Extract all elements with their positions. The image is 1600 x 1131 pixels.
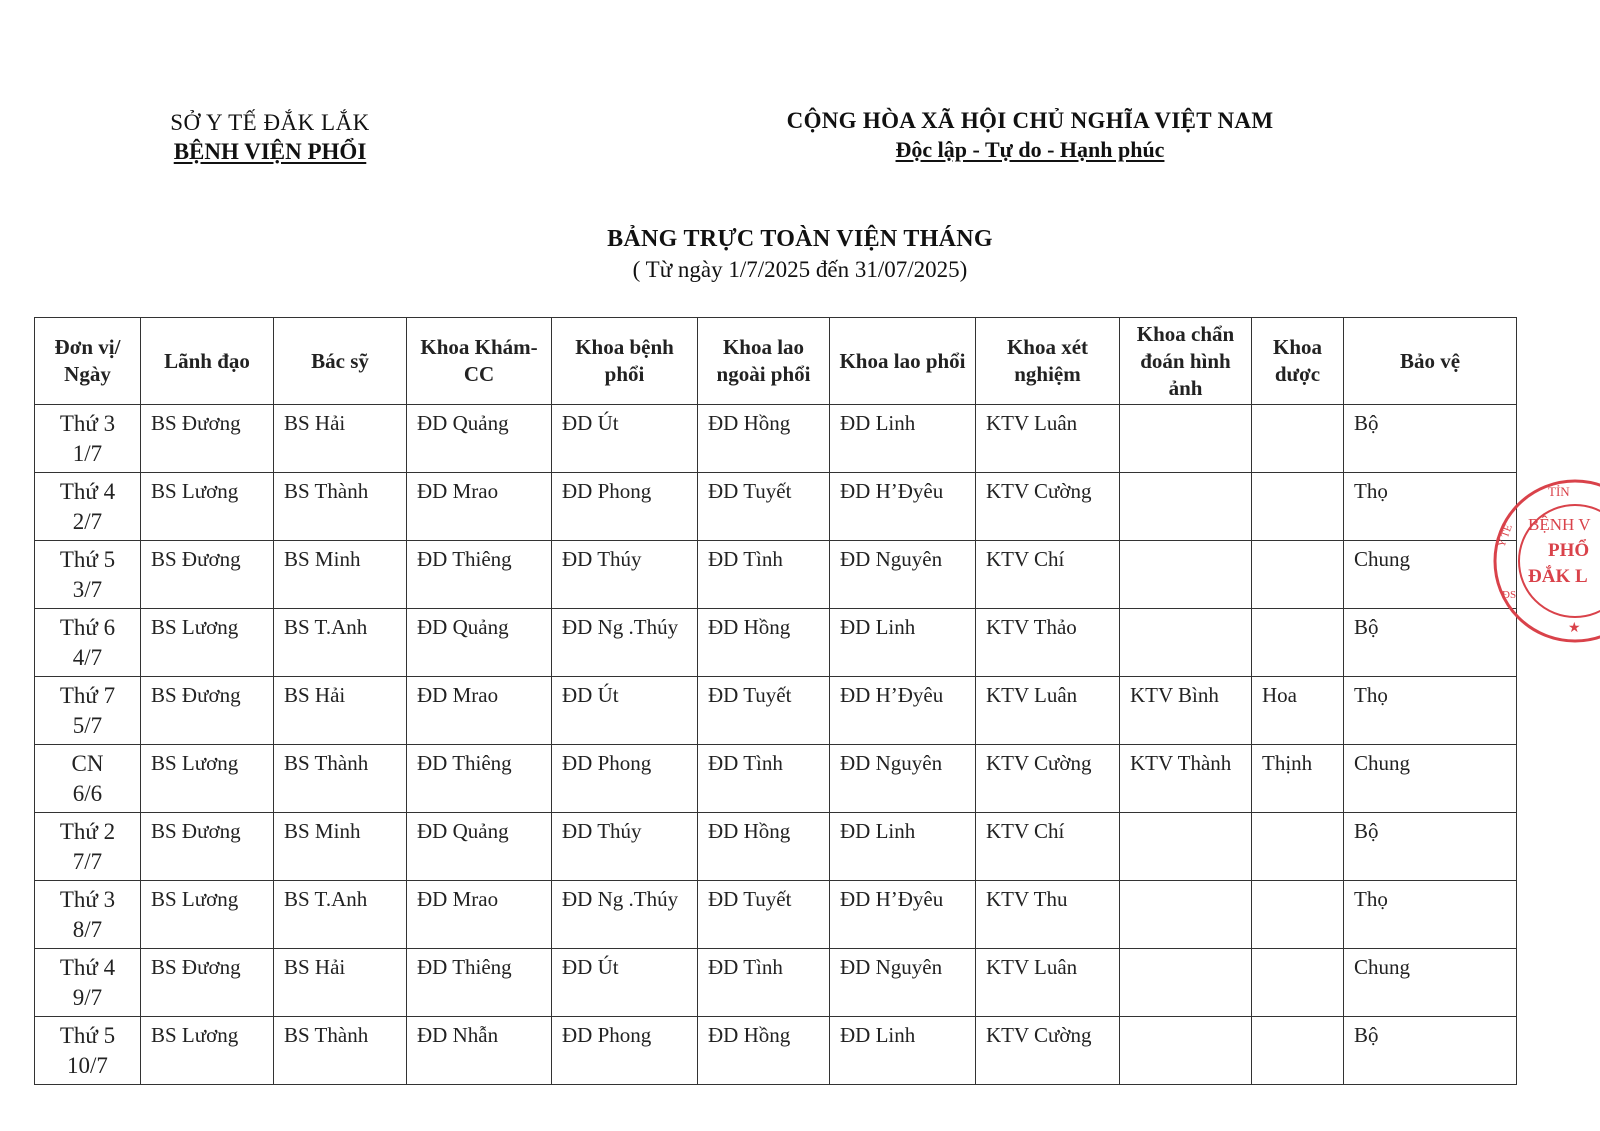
table-header-row [35, 318, 1517, 405]
roster-cell: ĐD Linh [830, 609, 976, 677]
seal-line-3: ĐẮK L [1528, 566, 1588, 587]
roster-cell: KTV Bình [1120, 677, 1252, 745]
national-heading [760, 106, 1300, 164]
roster-cell: BS Đương [141, 677, 274, 745]
table-row [35, 677, 1517, 745]
column-header: Lãnh đạo [141, 318, 274, 405]
column-header: Khoa lao phổi [830, 318, 976, 405]
roster-cell: ĐD Tuyết [698, 881, 830, 949]
table-row [35, 609, 1517, 677]
roster-cell: BS Lương [141, 473, 274, 541]
roster-cell: ĐD Nguyên [830, 949, 976, 1017]
weekday-label: Thứ 5 [59, 547, 116, 572]
roster-cell: KTV Cường [976, 1017, 1120, 1085]
column-header: Đơn vị/ Ngày [35, 318, 141, 405]
seal-bottom-text: ĐS [1502, 589, 1517, 601]
roster-cell: ĐD Phong [552, 1017, 698, 1085]
duty-roster-table [34, 317, 1517, 1085]
roster-cell: BS Thành [274, 473, 407, 541]
roster-cell: BS Lương [141, 1017, 274, 1085]
roster-cell: ĐD Út [552, 405, 698, 473]
day-cell [35, 881, 141, 949]
roster-cell [1252, 405, 1344, 473]
table-row [35, 1017, 1517, 1085]
roster-cell [1120, 541, 1252, 609]
roster-cell: BS Hải [274, 405, 407, 473]
day-cell [35, 1017, 141, 1085]
nation-name: CỘNG HÒA XÃ HỘI CHỦ NGHĨA VIỆT NAM [786, 108, 1274, 133]
roster-cell: KTV Thảo [976, 609, 1120, 677]
table-row [35, 949, 1517, 1017]
roster-cell: Thịnh [1252, 745, 1344, 813]
day-cell [35, 813, 141, 881]
roster-cell: BS Đương [141, 541, 274, 609]
date-label: 3/7 [72, 577, 103, 602]
roster-cell: BS Lương [141, 881, 274, 949]
roster-cell: ĐD Tình [698, 541, 830, 609]
date-label: 7/7 [72, 849, 103, 874]
roster-cell [1120, 881, 1252, 949]
roster-cell: ĐD Quảng [407, 609, 552, 677]
roster-cell: ĐD Hồng [698, 405, 830, 473]
seal-top-text: TỈN [1548, 484, 1570, 499]
roster-cell: ĐD Tuyết [698, 677, 830, 745]
table-body [35, 405, 1517, 1085]
roster-cell: ĐD Hồng [698, 1017, 830, 1085]
roster-cell [1120, 813, 1252, 881]
seal-line-1: BỆNH V [1528, 515, 1591, 534]
roster-cell: ĐD Nhẫn [407, 1017, 552, 1085]
roster-cell [1120, 405, 1252, 473]
roster-cell: BS Lương [141, 609, 274, 677]
roster-cell: Bộ [1344, 405, 1517, 473]
roster-cell: ĐD Ng .Thúy [552, 609, 698, 677]
roster-cell [1120, 949, 1252, 1017]
roster-cell: ĐD Quảng [407, 405, 552, 473]
roster-cell: BS Thành [274, 745, 407, 813]
roster-cell: ĐD Mrao [407, 881, 552, 949]
roster-cell: ĐD Phong [552, 473, 698, 541]
roster-cell: Chung [1344, 541, 1517, 609]
day-cell [35, 949, 141, 1017]
roster-cell: ĐD Hồng [698, 609, 830, 677]
day-cell [35, 541, 141, 609]
roster-cell [1120, 609, 1252, 677]
weekday-label: Thứ 5 [59, 1023, 116, 1048]
department-name: SỞ Y TẾ ĐẮK LẮK [170, 110, 370, 135]
roster-cell: BS Đương [141, 405, 274, 473]
roster-cell: BS Minh [274, 813, 407, 881]
roster-cell [1120, 473, 1252, 541]
roster-cell: Hoa [1252, 677, 1344, 745]
roster-cell: ĐD Thiêng [407, 541, 552, 609]
roster-cell: BS Thành [274, 1017, 407, 1085]
weekday-label: CN [71, 751, 104, 776]
roster-cell: ĐD Mrao [407, 473, 552, 541]
date-label: 10/7 [67, 1053, 108, 1078]
seal-left-text: Y TẾ [1495, 522, 1515, 550]
column-header: Khoa xét nghiệm [976, 318, 1120, 405]
weekday-label: Thứ 6 [59, 615, 116, 640]
table-row [35, 813, 1517, 881]
roster-cell: ĐD Nguyên [830, 541, 976, 609]
table-row [35, 745, 1517, 813]
document-date-range: ( Từ ngày 1/7/2025 đến 31/07/2025) [632, 257, 968, 282]
roster-cell: BS Minh [274, 541, 407, 609]
roster-cell: Bộ [1344, 609, 1517, 677]
date-label: 5/7 [72, 713, 103, 738]
roster-cell: Thọ [1344, 473, 1517, 541]
day-cell [35, 677, 141, 745]
roster-cell: ĐD Quảng [407, 813, 552, 881]
weekday-label: Thứ 3 [59, 411, 116, 436]
table-row [35, 405, 1517, 473]
roster-cell: BS Hải [274, 949, 407, 1017]
date-label: 8/7 [72, 917, 103, 942]
roster-cell: ĐD H’Đyêu [830, 677, 976, 745]
roster-cell: BS Hải [274, 677, 407, 745]
day-cell [35, 609, 141, 677]
weekday-label: Thứ 7 [59, 683, 116, 708]
roster-cell: Chung [1344, 745, 1517, 813]
roster-cell: KTV Cường [976, 745, 1120, 813]
table-row [35, 881, 1517, 949]
roster-cell: BS T.Anh [274, 881, 407, 949]
roster-cell: KTV Luân [976, 405, 1120, 473]
roster-cell: ĐD Ng .Thúy [552, 881, 698, 949]
roster-cell: Bộ [1344, 813, 1517, 881]
seal-line-2: PHỔ [1548, 540, 1590, 561]
roster-cell: KTV Chí [976, 541, 1120, 609]
roster-cell: Thọ [1344, 881, 1517, 949]
roster-cell [1252, 609, 1344, 677]
roster-cell: ĐD Thúy [552, 813, 698, 881]
date-label: 9/7 [72, 985, 103, 1010]
roster-cell [1252, 473, 1344, 541]
column-header: Khoa Khám-CC [407, 318, 552, 405]
roster-cell [1252, 1017, 1344, 1085]
roster-cell [1252, 541, 1344, 609]
roster-cell: BS Lương [141, 745, 274, 813]
roster-cell: ĐD Thúy [552, 541, 698, 609]
roster-cell: ĐD Út [552, 677, 698, 745]
seal-star-icon: ★ [1568, 621, 1581, 636]
roster-cell: ĐD Nguyên [830, 745, 976, 813]
column-header: Khoa lao ngoài phổi [698, 318, 830, 405]
column-header: Khoa bệnh phổi [552, 318, 698, 405]
roster-cell [1252, 813, 1344, 881]
roster-cell: ĐD Tình [698, 745, 830, 813]
weekday-label: Thứ 2 [59, 819, 116, 844]
date-label: 6/6 [72, 781, 103, 806]
table-row [35, 541, 1517, 609]
document-title: BẢNG TRỰC TOÀN VIỆN THÁNG [607, 226, 993, 252]
roster-cell: ĐD Tình [698, 949, 830, 1017]
roster-cell: KTV Chí [976, 813, 1120, 881]
date-label: 4/7 [72, 645, 103, 670]
roster-cell: Thọ [1344, 677, 1517, 745]
roster-cell: BS T.Anh [274, 609, 407, 677]
roster-cell: Chung [1344, 949, 1517, 1017]
roster-cell: ĐD Linh [830, 405, 976, 473]
roster-cell: KTV Thu [976, 881, 1120, 949]
roster-cell [1120, 1017, 1252, 1085]
roster-cell: KTV Cường [976, 473, 1120, 541]
column-header: Khoa dược [1252, 318, 1344, 405]
document-title-block [0, 224, 1600, 285]
hospital-name: BỆNH VIỆN PHỔI [173, 139, 367, 164]
date-label: 2/7 [72, 509, 103, 534]
roster-cell: BS Đương [141, 813, 274, 881]
table-row [35, 473, 1517, 541]
roster-cell: KTV Luân [976, 949, 1120, 1017]
day-cell [35, 405, 141, 473]
roster-cell: ĐD Thiêng [407, 745, 552, 813]
weekday-label: Thứ 3 [59, 887, 116, 912]
roster-cell: ĐD Hồng [698, 813, 830, 881]
weekday-label: Thứ 4 [59, 479, 116, 504]
roster-cell: ĐD Phong [552, 745, 698, 813]
roster-cell: KTV Thành [1120, 745, 1252, 813]
roster-cell: BS Đương [141, 949, 274, 1017]
column-header: Khoa chẩn đoán hình ảnh [1120, 318, 1252, 405]
roster-cell [1252, 881, 1344, 949]
roster-cell: ĐD Linh [830, 1017, 976, 1085]
hospital-seal-stamp [1490, 476, 1600, 646]
issuing-authority [150, 108, 390, 166]
roster-cell: ĐD Út [552, 949, 698, 1017]
column-header: Bảo vệ [1344, 318, 1517, 405]
roster-cell: ĐD H’Đyêu [830, 473, 976, 541]
roster-cell: KTV Luân [976, 677, 1120, 745]
column-header: Bác sỹ [274, 318, 407, 405]
national-motto: Độc lập - Tự do - Hạnh phúc [895, 137, 1165, 162]
roster-cell: ĐD Linh [830, 813, 976, 881]
roster-cell: Bộ [1344, 1017, 1517, 1085]
date-label: 1/7 [72, 441, 103, 466]
roster-cell: ĐD Mrao [407, 677, 552, 745]
day-cell [35, 745, 141, 813]
roster-cell: ĐD Tuyết [698, 473, 830, 541]
day-cell [35, 473, 141, 541]
weekday-label: Thứ 4 [59, 955, 116, 980]
roster-cell: ĐD H’Đyêu [830, 881, 976, 949]
roster-cell: ĐD Thiêng [407, 949, 552, 1017]
roster-cell [1252, 949, 1344, 1017]
